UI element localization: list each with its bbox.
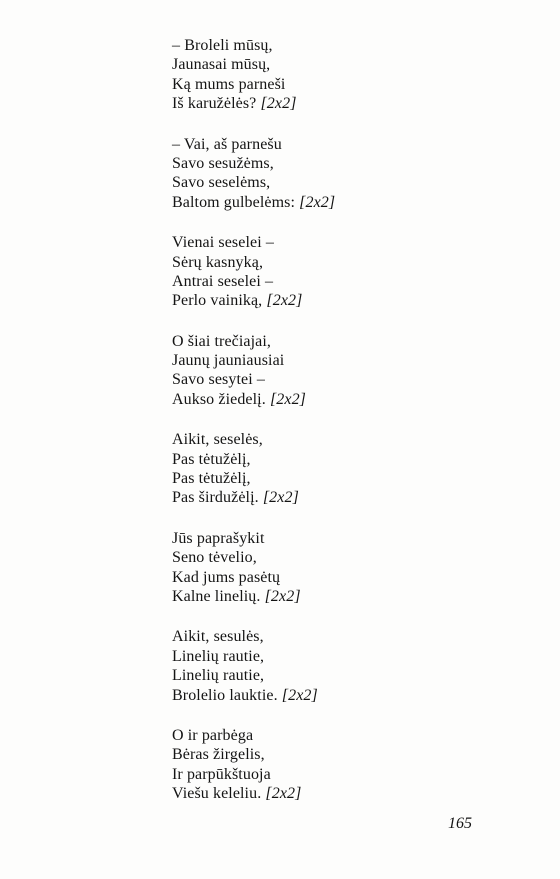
poem-line — [172, 36, 502, 55]
line-text: Aikit, sesulės, — [172, 628, 264, 646]
line-text: Linelių rautie, — [172, 667, 265, 685]
poem-line — [172, 745, 502, 764]
poem-line — [172, 390, 502, 409]
line-text: Aukso žiedelį. — [172, 390, 266, 408]
line-text: Seno tėvelio, — [172, 549, 257, 567]
line-text: Savo seselėms, — [172, 174, 271, 192]
line-text: Linelių rautie, — [172, 647, 265, 665]
refrain-marker: [2x2] — [281, 686, 318, 704]
line-text: Jaunasai mūsų, — [172, 56, 271, 74]
poem-line — [172, 193, 502, 212]
line-text: Baltom gulbelėms: — [172, 193, 296, 211]
poem-line — [172, 351, 502, 370]
line-text: Ką mums parneši — [172, 75, 286, 93]
poem-line — [172, 135, 502, 154]
stanza — [172, 627, 502, 705]
poem-line — [172, 450, 502, 469]
poem-line — [172, 291, 502, 310]
refrain-marker: [2x2] — [265, 785, 302, 803]
poem-line — [172, 686, 502, 705]
line-text: O šiai trečiajai, — [172, 332, 271, 350]
refrain-marker: [2x2] — [266, 292, 303, 310]
line-text: Viešu keleliu. — [172, 785, 262, 803]
line-text: – Vai, aš parnešu — [172, 135, 282, 153]
stanza — [172, 726, 502, 804]
poem-line — [172, 647, 502, 666]
stanza — [172, 332, 502, 410]
line-text: Bėras žirgelis, — [172, 746, 265, 764]
poem-line — [172, 253, 502, 272]
poem-line — [172, 627, 502, 646]
poem-line — [172, 469, 502, 488]
line-text: Antrai seselei – — [172, 272, 274, 290]
poem-line — [172, 154, 502, 173]
stanza — [172, 430, 502, 508]
line-text: Iš karužėlės? — [172, 95, 257, 113]
line-text: Aikit, seselės, — [172, 431, 263, 449]
poem-line — [172, 272, 502, 291]
stanza — [172, 233, 502, 311]
poem-line — [172, 173, 502, 192]
poem-line — [172, 587, 502, 606]
line-text: O ir parbėga — [172, 726, 254, 744]
poem-line — [172, 94, 502, 113]
poem-line — [172, 233, 502, 252]
poem-text — [172, 36, 502, 825]
refrain-marker: [2x2] — [264, 587, 301, 605]
poem-line — [172, 784, 502, 803]
stanza — [172, 529, 502, 607]
refrain-marker: [2x2] — [269, 390, 306, 408]
line-text: Savo sesytei – — [172, 371, 265, 389]
poem-line — [172, 568, 502, 587]
poem-line — [172, 332, 502, 351]
line-text: Sėrų kasnyką, — [172, 253, 264, 271]
poem-line — [172, 75, 502, 94]
line-text: Ir parpūkštuoja — [172, 765, 271, 783]
line-text: Pas tėtužėlį, — [172, 450, 251, 468]
poem-line — [172, 726, 502, 745]
poem-line — [172, 55, 502, 74]
poem-line — [172, 765, 502, 784]
poem-line — [172, 548, 502, 567]
line-text: Pas širdužėlį. — [172, 489, 259, 507]
stanza — [172, 36, 502, 114]
line-text: Perlo vainiką, — [172, 292, 263, 310]
refrain-marker: [2x2] — [262, 489, 299, 507]
line-text: Pas tėtužėlį, — [172, 470, 251, 488]
line-text: Jūs paprašykit — [172, 529, 265, 547]
poem-line — [172, 488, 502, 507]
poem-line — [172, 370, 502, 389]
refrain-marker: [2x2] — [260, 95, 297, 113]
line-text: Vienai seselei – — [172, 234, 274, 252]
line-text: Brolelio lauktie. — [172, 686, 278, 704]
line-text: Savo sesužėms, — [172, 154, 274, 172]
poem-line — [172, 430, 502, 449]
page-number: 165 — [448, 815, 472, 832]
line-text: Kad jums pasėtų — [172, 568, 281, 586]
line-text: Jaunų jauniausiai — [172, 352, 285, 370]
poem-line — [172, 529, 502, 548]
stanza — [172, 135, 502, 213]
line-text: – Broleli mūsų, — [172, 37, 273, 54]
refrain-marker: [2x2] — [299, 193, 336, 211]
line-text: Kalne linelių. — [172, 587, 261, 605]
poem-line — [172, 666, 502, 685]
